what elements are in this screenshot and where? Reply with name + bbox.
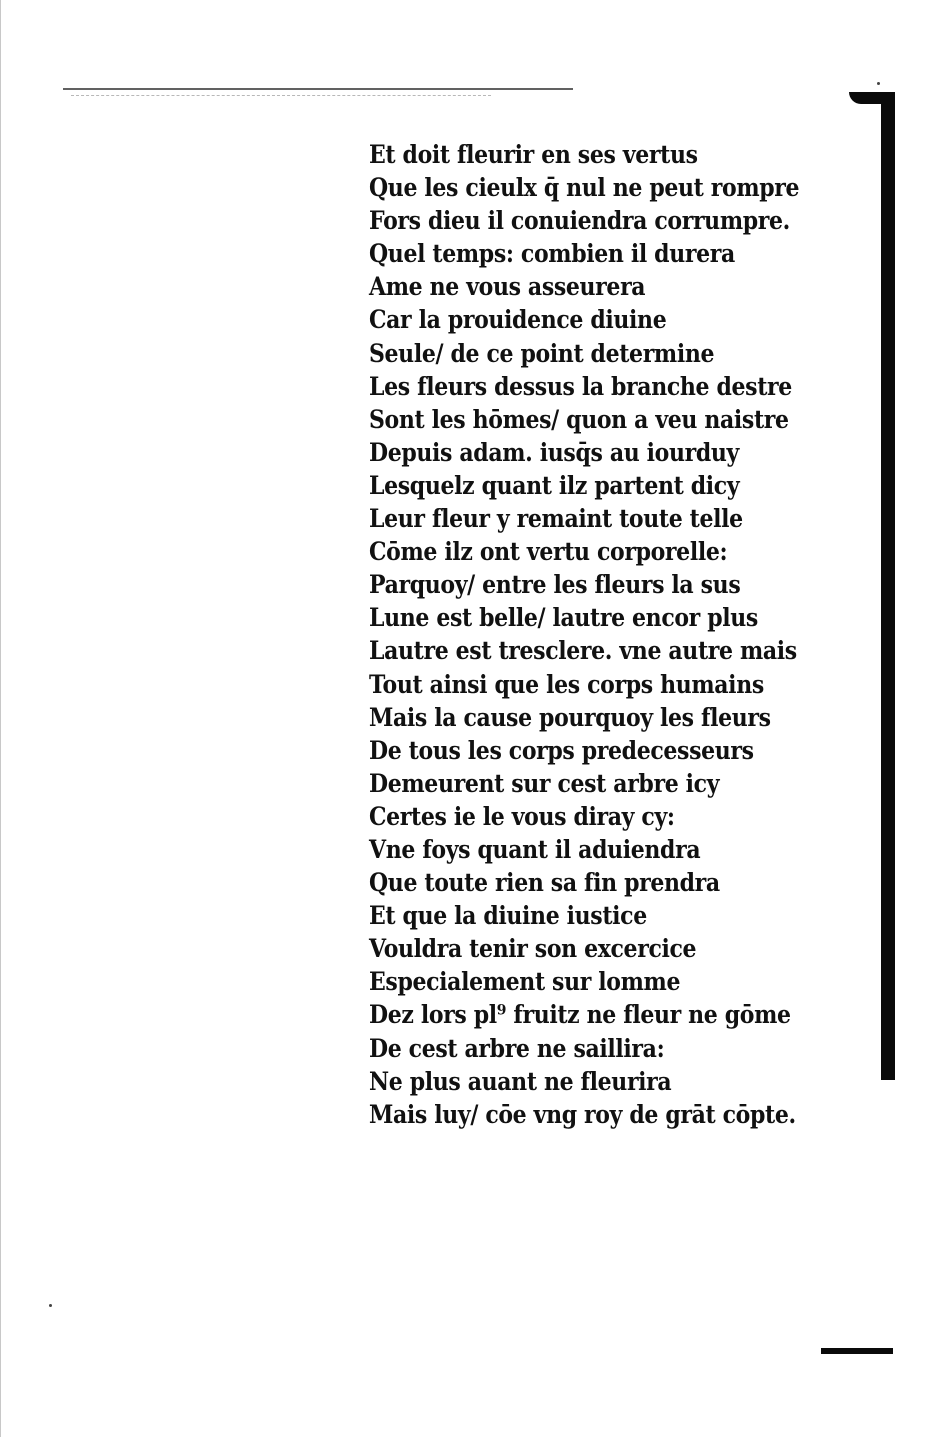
verse-line: Mais la cause pourquoy les fleurs (369, 702, 771, 732)
verse-line: Lune est belle/ lautre encor plus (369, 603, 758, 633)
verse-line: Cōme ilz ont vertu corporelle: (369, 537, 728, 567)
verse-line: Tout ainsi que les corps humains (369, 669, 764, 699)
verse-line: Quel temps: combien il durera (369, 239, 735, 269)
verse-line: Ne plus auant ne fleurira (369, 1066, 672, 1096)
verse-line: Especialement sur lomme (369, 967, 681, 997)
verse-line: Vne foys quant il aduiendra (369, 834, 701, 864)
verse-line: Les fleurs dessus la branche destre (369, 371, 792, 401)
verse-line: Lautre est tresclere. vne autre mais (369, 636, 797, 666)
top-rule-faint (71, 95, 491, 96)
verse-line: Sont les hōmes/ quon a veu naistre (369, 404, 789, 434)
verse-line: Que toute rien sa fin prendra (369, 868, 720, 898)
bottom-edge-mark (821, 1348, 893, 1354)
verse-line: Lesquelz quant ilz partent dicy (369, 470, 740, 500)
verse-line: Et que la diuine iustice (369, 901, 647, 931)
verse-line: Car la prouidence diuine (369, 305, 667, 335)
verse-line: Que les cieulx q̄ nul ne peut rompre (369, 173, 800, 203)
verse-line: De cest arbre ne saillira: (369, 1033, 665, 1063)
verse-line: Ame ne vous asseurera (369, 272, 646, 302)
verse-line: Mais luy/ cōe vng roy de grāt cōpte. (369, 1099, 796, 1129)
verse-line: De tous les corps predecesseurs (369, 735, 754, 765)
verse-line: Vouldra tenir son excercice (369, 934, 697, 964)
ink-speck (877, 82, 880, 85)
verse-line: Demeurent sur cest arbre icy (369, 768, 720, 798)
verse-line: Parquoy/ entre les fleurs la sus (369, 570, 741, 600)
verse-line: Dez lors pl⁹ fruitz ne fleur ne gōme (369, 1000, 791, 1030)
verse-text-block (369, 138, 839, 1131)
top-rule (63, 88, 573, 90)
verse-line: Depuis adam. iusq̄s au iourduy (369, 437, 739, 467)
verse-line: Leur fleur y remaint toute telle (369, 504, 743, 534)
binding-edge (881, 95, 895, 1080)
verse-line: Certes ie le vous diray cy: (369, 801, 675, 831)
verse-line: Seule/ de ce point determine (369, 338, 715, 368)
verse-line: Fors dieu il conuiendra corrumpre. (369, 206, 790, 236)
verse-line: Et doit fleurir en ses vertus (369, 140, 698, 169)
ink-speck (49, 1304, 52, 1307)
